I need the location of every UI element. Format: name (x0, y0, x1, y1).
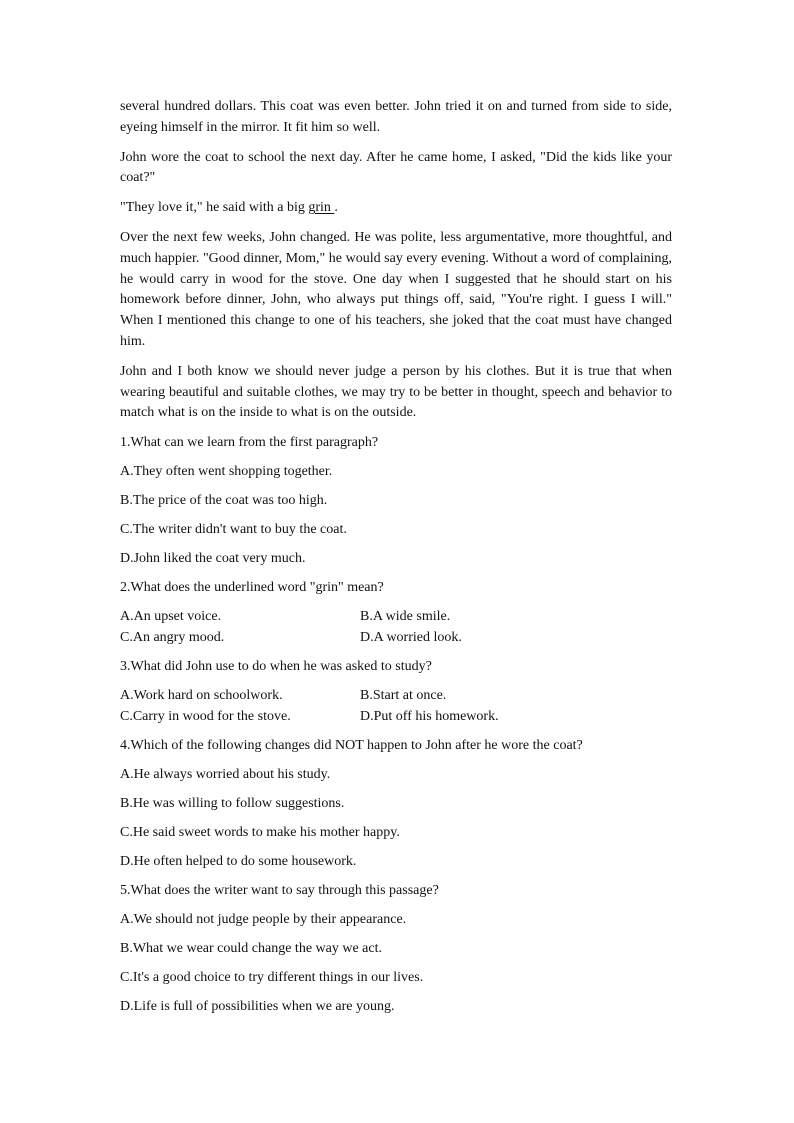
question-5-option-d: D.Life is full of possibilities when we are young. (120, 999, 395, 1015)
question-5-option-c: C.It's a good choice to try different things in our lives. (120, 970, 424, 986)
question-4-option-d: D.He often helped to do some housework. (120, 854, 357, 870)
question-5-stem: 5.What does the writer want to say through this passage? (120, 883, 439, 899)
question-3-option-b: B.Start at once. (360, 688, 447, 704)
passage-paragraph-1: several hundred dollars. This coat was even better. John tried it on and turned from side to side, eyeing himself in the mirror. It fit him so well. (120, 99, 672, 135)
question-3-options (120, 686, 672, 727)
question-3-option-c: C.Carry in wood for the stove. (120, 708, 291, 724)
question-1-option-d: D.John liked the coat very much. (120, 551, 306, 567)
passage-paragraph-4: Over the next few weeks, John changed. He was polite, less argumentative, more thoughtful, and much happier. "Good dinner, Mom," he would say every evening. Without a word of complaining, he would carry in wood for the stove. One day when I suggested that he should start on his homework before dinner, John, who always put things off, said, "You're right. I guess I will." When I mentioned this change to one of his teachers, she joked that the coat must have changed him. (120, 229, 672, 349)
question-3-stem: 3.What did John use to do when he was asked to study? (120, 659, 432, 675)
question-1-option-c: C.The writer didn't want to buy the coat. (120, 522, 347, 538)
question-1-option-a: A.They often went shopping together. (120, 464, 333, 480)
document-page (120, 97, 672, 1026)
passage-paragraph-2: John wore the coat to school the next day. After he came home, I asked, "Did the kids like your coat?" (120, 149, 672, 186)
question-3-option-a: A.Work hard on schoolwork. (120, 688, 283, 704)
question-4-option-b: B.He was willing to follow suggestions. (120, 796, 345, 812)
question-5-option-b: B.What we wear could change the way we act. (120, 941, 382, 957)
question-4-option-c: C.He said sweet words to make his mother happy. (120, 825, 400, 841)
question-4-stem: 4.Which of the following changes did NOT happen to John after he wore the coat? (120, 738, 583, 754)
question-2-options (120, 607, 672, 648)
passage-paragraph-5: John and I both know we should never judge a person by his clothes. But it is true that when wearing beautiful and suitable clothes, we may try to be better in thought, speech and behavior to match what is on the inside to what is on the outside. (120, 363, 672, 421)
question-1-stem: 1.What can we learn from the first paragraph? (120, 435, 379, 451)
question-5-option-a: A.We should not judge people by their appearance. (120, 912, 407, 928)
underlined-word-grin: grin (308, 200, 335, 216)
question-3-option-d: D.Put off his homework. (360, 708, 499, 724)
passage-paragraph-3 (120, 198, 672, 219)
question-2-option-a: A.An upset voice. (120, 609, 222, 625)
question-2-option-d: D.A worried look. (360, 629, 462, 645)
question-2-stem: 2.What does the underlined word "grin" mean? (120, 580, 384, 596)
paragraph-3-text: "They love it," he said with a big (120, 200, 309, 216)
question-4-option-a: A.He always worried about his study. (120, 767, 331, 783)
question-2-option-b: B.A wide smile. (360, 609, 451, 625)
paragraph-3-end: . (334, 200, 338, 216)
question-1-option-b: B.The price of the coat was too high. (120, 493, 328, 509)
question-2-option-c: C.An angry mood. (120, 629, 225, 645)
